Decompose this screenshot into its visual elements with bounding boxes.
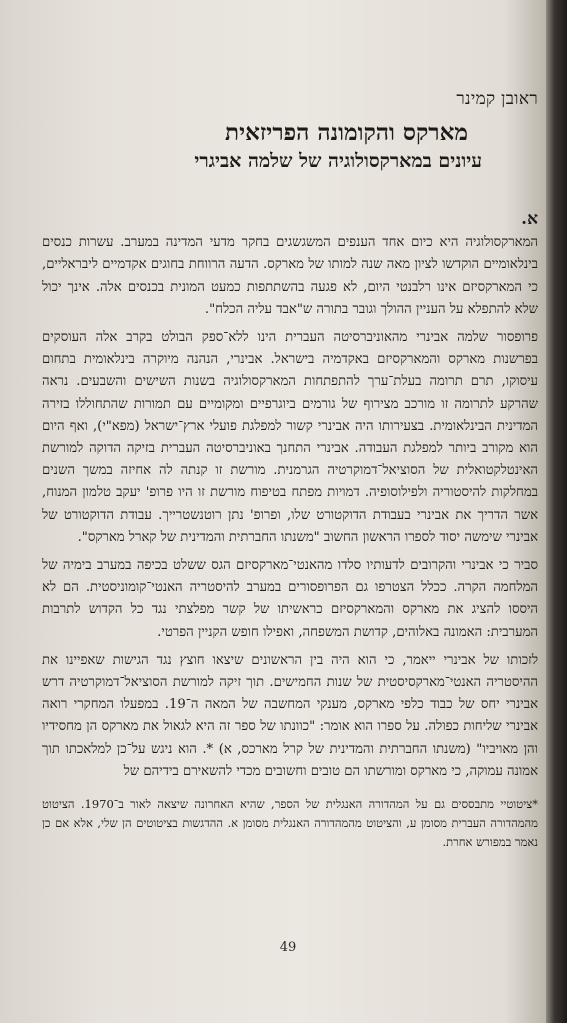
book-spine-edge <box>546 0 567 1023</box>
paragraph-1: המארקסולוגיה היא כיום אחד הענפים המשגשגים בחקר מדעי המדינה במערב. עשרות כנסים בינלאומיים הוקדשו לציון מאה שנה למותו של מארקס. הדעה הרווחת בחוגים אקדמיים ליבראליים, כי המארקסיזם אינו רלבנטי היום, לא פגעה בהשתתפות כמעט המונית בכנסים אלה. אינך יכול שלא להתפלא על העניין ההולך וגובר בתורה ש"אבד עליה הכלח". <box>42 235 538 317</box>
article-subtitle: עיונים במארקסולוגיה של שלמה אביגרי <box>194 150 482 172</box>
paragraph-3: סביר כי אבינרי והקרובים לדעותיו סלדו מהאנטי־מארקסיזם הגס ששלט בכיפה במערב בימיה של המלחמה הקרה. ככלל הצטרפו גם הפרופסורים במערב להיסטריה האנטי־קומוניסטית. הם לא היססו להציג את מארקס והמארקסיזם כראשיתו של קשר מפלצתי נגד כל הקדוש לתרבות המערבית: האמונה באלוהים, קדושת המשפחה, ואפילו חופש הקניין הפרטי. <box>42 558 538 640</box>
section-heading: א. <box>521 209 538 229</box>
paragraph-2: פרופסור שלמה אבינרי מהאוניברסיטה העברית הינו ללא־ספק הבולט בקרב אלה העוסקים בפרשנות מארקס והמארקסיזם באקדמיה בישראל. אבינרי, הנהנה מיוקרה בינלאומית בתחום עיסוקו, תרם תרומה בעלת־ערך להתפתחות המארקסולוגיה בשנות השישים והשבעים. נראה שהרקע לתרומה זו מורכב מצירוף של גורמים ביוגרפיים ומקומיים עם תמורות שהתחוללו בזירה המדינית הבינלאומית. בצעירותו היה אבינרי קשור למפלגת פועלי ארץ־ישראל (מפא"י), ואף היום הוא מקורב ביותר למפלגת העבודה. אבינרי התחנך באוניברסיטה העברית בזיקה הדוקה למורשת האינטלקטואלית של הסוציאל־דמוקרטיה הגרמנית. מורשת זו קנתה לה אחיזה במשך השנים במחלקות להיסטוריה ולפילוסופיה. דמויות מפתח בטיפוח מורשת זו היו פרופ' יעקב טלמון המנוח, אשר הדריך את אבינרי בעבודת הדוקטורט שלו, ופרופ' נתן רוטנשטרייך. עבודת הדוקטורט של אבינרי שימשה יסוד לספרו הראשון החשוב "משנתו החברתית והמדינית של קארל מארקס". <box>42 330 538 545</box>
article-title: מארקס והקומונה הפריזאית <box>225 119 468 146</box>
page-content <box>42 88 538 852</box>
page-number: 49 <box>279 940 297 955</box>
author-name: ראובן קמינר <box>456 89 538 109</box>
paragraph-4: לזכותו של אבינרי ייאמר, כי הוא היה בין הראשונים שיצאו חוצץ נגד הגישות שאפיינו את ההיסטריה האנטי־מארקסיסטית של שנות החמישים. תוך זיקה למורשת הסוציאל־דמוקרטיה דרש אבינרי יחס של כבוד כלפי מארקס, מענקי המחשבה של המאה ה־19. במפעלו המחקרי רואה אבינרי שליחות כפולה. על ספרו הוא אומר: "כוונתו של ספר זה היא לגאול את מארקס הן מחסידיו והן מאויביו" (משנתו החברתית והמדינית של קרל מארכס, א) *. הוא ניגש על־כן למלאכתו תוך אמונה עמוקה, כי מארקס ומורשתו הם טובים וחשובים מכדי להשאירם בידיהם של <box>42 652 538 779</box>
footnote: *ציטוטיי מתבססים גם על המהדורה האנגלית של הספר, שהיא האחרונה שיצאה לאור ב־1970. הציטוט מהמהדורה העברית מסומן ע, והציטוט מהמהדורה האנגלית מסומן א. ההדגשות בציטוטים הן שלי, אלא אם כן נאמר במפורש אחרת. <box>42 797 538 850</box>
